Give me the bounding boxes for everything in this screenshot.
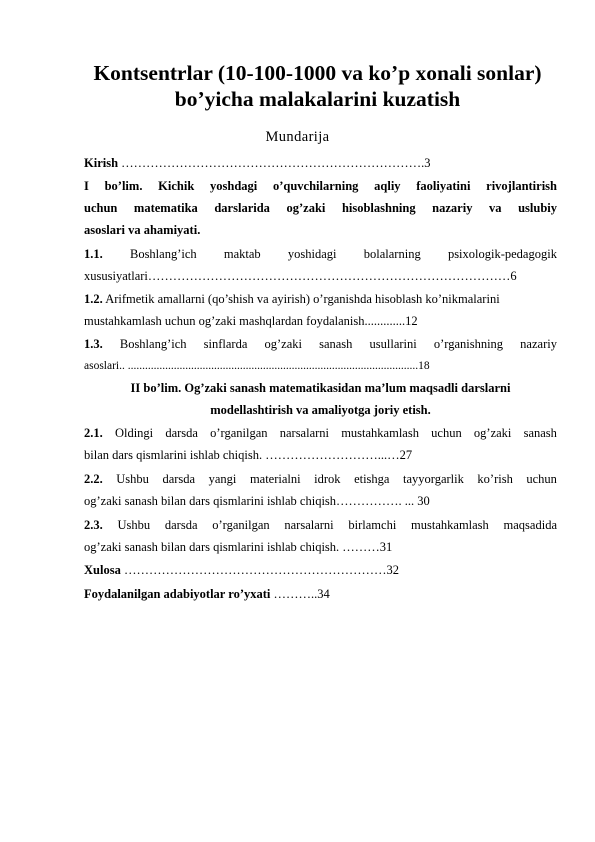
- toc-word: narsalarni: [284, 518, 334, 532]
- toc-text: xususiyatlari……………………………………………………………………………: [84, 269, 511, 283]
- toc-word: og’zaki: [286, 201, 326, 215]
- toc-word: yoshdagi: [210, 179, 258, 193]
- toc-word: sinflarda: [203, 337, 248, 351]
- toc-page: 34: [317, 587, 330, 601]
- toc-word: Boshlang’ich: [119, 337, 187, 351]
- toc-number: 2.2.: [84, 472, 103, 486]
- toc-word: maqsadida: [503, 518, 557, 532]
- toc-word: o’quvchilarning: [272, 179, 359, 193]
- toc-text: bilan dars qismlarini ishlab chiqish. ………………………...…: [84, 448, 400, 462]
- toc-word: rivojlantirish: [486, 179, 557, 193]
- toc-text: Arifmetik amallarni (qo’shish va ayirish) o’rganishda hisoblash ko’nikmalarini: [105, 292, 500, 306]
- toc-entry-2-3-line-1: [84, 516, 557, 534]
- toc-dots: ………..: [270, 587, 318, 601]
- toc-entry-1-3-line-2: [84, 357, 430, 375]
- toc-entry-kirish: [84, 154, 431, 172]
- toc-entry-1-2-line-2: [84, 312, 418, 330]
- toc-page: 18: [418, 360, 430, 372]
- title-line-2: bo’yicha malakalarini kuzatish: [174, 87, 461, 111]
- toc-page: 31: [379, 540, 393, 554]
- toc-entry-2-2-line-2: [84, 492, 430, 510]
- toc-word: uchun: [431, 426, 462, 440]
- toc-word: darslarida: [214, 201, 270, 215]
- toc-word: mustahkamlash: [341, 426, 419, 440]
- toc-label: Xulosa: [84, 563, 121, 577]
- toc-word: narsalarni: [279, 426, 330, 440]
- toc-dots: ………………………………………………………: [120, 563, 387, 577]
- toc-word: o’rganishning: [433, 337, 504, 351]
- toc-word: nazariy: [520, 337, 557, 351]
- toc-word: yoshidagi: [287, 247, 337, 261]
- toc-text: asoslari.. .....................................................................................................: [84, 360, 419, 372]
- toc-word: ko’rish: [477, 472, 513, 486]
- toc-text: mustahkamlash uchun og’zaki mashqlardan foydalanish.............: [84, 314, 406, 328]
- toc-word: idrok: [314, 472, 341, 486]
- toc-dots: ……………………………………………………………….: [118, 156, 425, 170]
- toc-word: Ushbu: [117, 518, 151, 532]
- toc-entry-1-1-line-1: [84, 245, 557, 263]
- toc-entry-2-2-line-1: [84, 470, 557, 488]
- document-title: [70, 60, 565, 112]
- toc-word: uchun: [526, 472, 557, 486]
- chapter-1-line-2: [84, 199, 557, 217]
- toc-entry-2-3-line-2: [84, 538, 392, 556]
- toc-word: I: [84, 179, 89, 193]
- toc-word: o’rganilgan: [212, 518, 270, 532]
- toc-entry-1-1-line-2: [84, 267, 557, 285]
- toc-entry-2-1-line-1: [84, 424, 557, 442]
- toc-text: og’zaki sanash bilan dars qismlarini ishlab chiqish……………. ...: [84, 494, 415, 508]
- chapter-2-line-2: modellashtirish va amaliyotga joriy etish.: [210, 403, 431, 417]
- toc-word: og’zaki: [473, 426, 512, 440]
- toc-word: maktab: [223, 247, 261, 261]
- toc-page: 32: [386, 563, 399, 577]
- toc-word: tayyorgarlik: [403, 472, 464, 486]
- toc-entry-1-3-line-1: [84, 335, 557, 353]
- toc-word: uchun: [84, 201, 118, 215]
- toc-word: hisoblashning: [341, 201, 416, 215]
- toc-word: va: [489, 201, 502, 215]
- toc-word: psixologik-pedagogik: [447, 247, 557, 261]
- toc-word: o’rganilgan: [210, 426, 268, 440]
- toc-number: 2.3.: [84, 518, 103, 532]
- toc-word: bolalarning: [363, 247, 421, 261]
- toc-word: darsda: [165, 426, 198, 440]
- toc-word: usullarini: [369, 337, 417, 351]
- toc-page: 6: [510, 269, 517, 283]
- toc-word: bo’lim.: [104, 179, 143, 193]
- toc-word: mustahkamlash: [411, 518, 489, 532]
- toc-page: 3: [424, 156, 431, 170]
- toc-word: og’zaki: [264, 337, 302, 351]
- toc-word: etishga: [354, 472, 390, 486]
- toc-word: nazariy: [432, 201, 473, 215]
- toc-word: sanash: [523, 426, 557, 440]
- toc-word: aqliy: [374, 179, 401, 193]
- toc-number: 1.2.: [84, 292, 103, 306]
- toc-heading: Mundarija: [265, 129, 330, 145]
- toc-word: birlamchi: [348, 518, 397, 532]
- toc-entry-1-2-line-1: [84, 290, 500, 308]
- toc-word: uslubiy: [518, 201, 557, 215]
- toc-entry-xulosa: [84, 561, 399, 579]
- toc-page: 27: [399, 448, 413, 462]
- chapter-1-line-3: asoslari va ahamiyati.: [84, 223, 201, 237]
- toc-number: 1.3.: [84, 337, 103, 351]
- toc-entry-adabiyotlar: [84, 585, 330, 603]
- toc-word: materialni: [249, 472, 301, 486]
- toc-label: Foydalanilgan adabiyotlar ro’yxati: [84, 587, 271, 601]
- toc-word: yangi: [208, 472, 237, 486]
- toc-page: 12: [405, 314, 418, 328]
- toc-entry-2-1-line-2: [84, 446, 412, 464]
- chapter-1-line-1: [84, 177, 557, 195]
- toc-word: darsda: [164, 518, 198, 532]
- toc-word: matematika: [133, 201, 198, 215]
- toc-word: darsda: [162, 472, 196, 486]
- toc-label: Kirish: [84, 156, 119, 170]
- toc-text: og’zaki sanash bilan dars qismlarini ishlab chiqish. ………: [84, 540, 380, 554]
- chapter-2-line-1: II bo’lim. Og’zaki sanash matematikasidan ma’lum maqsadli darslarni: [130, 381, 511, 395]
- toc-page: 30: [417, 494, 430, 508]
- toc-number: 2.1.: [84, 426, 103, 440]
- title-line-1: Kontsentrlar (10-100-1000 va ko’p xonali sonlar): [93, 61, 542, 85]
- toc-word: Kichik: [158, 179, 195, 193]
- toc-word: Ushbu: [116, 472, 149, 486]
- toc-word: Oldingi: [114, 426, 154, 440]
- toc-number: 1.1.: [84, 247, 103, 261]
- toc-word: faoliyatini: [416, 179, 471, 193]
- toc-word: sanash: [319, 337, 353, 351]
- toc-word: Boshlang’ich: [129, 247, 197, 261]
